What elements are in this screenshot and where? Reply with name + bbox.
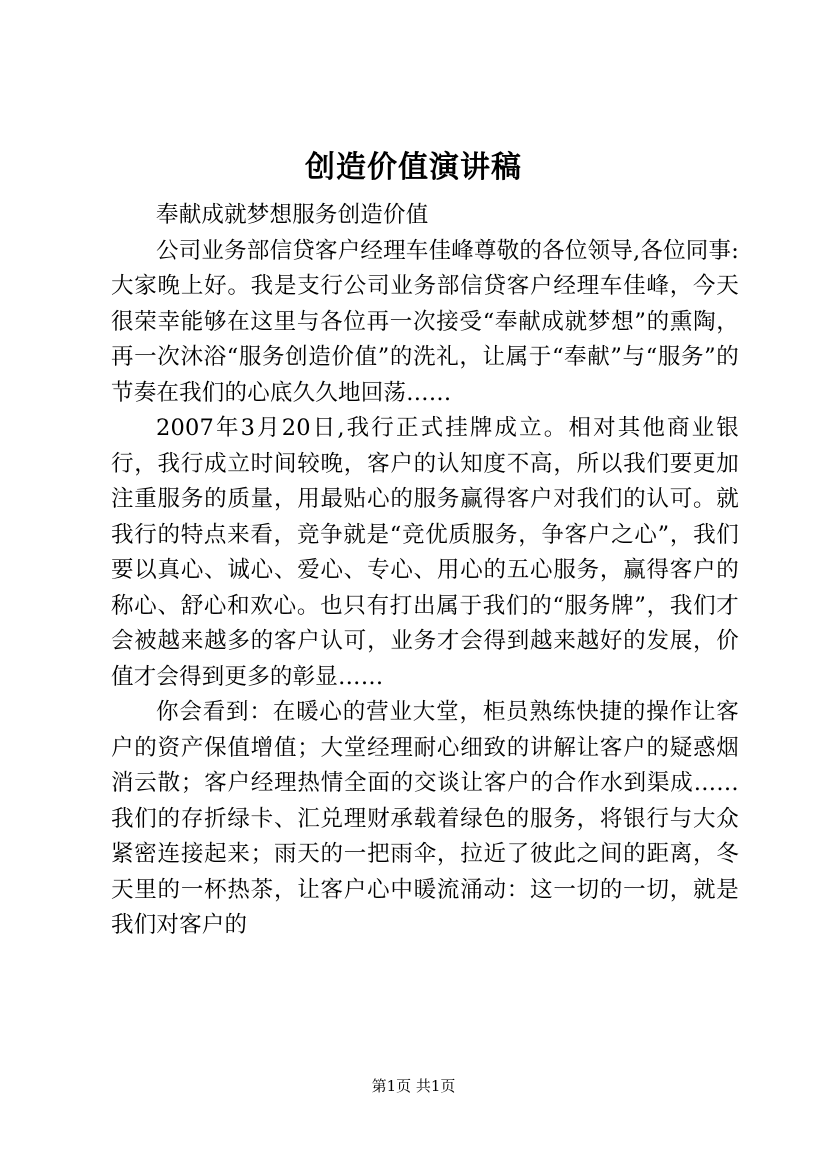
page-footer: 第1页 共1页 [371, 1077, 456, 1095]
paragraph-subtitle: 奉献成就梦想服务创造价值 [156, 202, 429, 228]
document-body [111, 198, 739, 944]
paragraph-greeting: 公司业务部信贷客户经理车佳峰尊敬的各位领导,各位同事:大家晚上好。我是支行公司业务部信贷客户经理车佳峰，今天很荣幸能够在这里与各位再一次接受“奉献成就梦想”的熏陶，再一次沐浴“服务创造价值”的洗礼，让属于“奉献”与“服务”的节奏在我们的心底久久地回荡…… [111, 237, 739, 406]
paragraph-service: 你会看到：在暖心的营业大堂，柜员熟练快捷的操作让客户的资产保值增值；大堂经理耐心细致的讲解让客户的疑惑烟消云散；客户经理热情全面的交谈让客户的合作水到渠成……我们的存折绿卡、汇兑理财承载着绿色的服务，将银行与大众紧密连接起来；雨天的一把雨伞，拉近了彼此之间的距离，冬天里的一杯热茶，让客户心中暖流涌动：这一切的一切，就是我们对客户的 [111, 699, 739, 938]
document-title: 创造价值演讲稿 [305, 150, 522, 185]
paragraph-history: 2007年3月20日,我行正式挂牌成立。相对其他商业银行，我行成立时间较晚，客户的认知度不高，所以我们要更加注重服务的质量，用最贴心的服务赢得客户对我们的认可。就我行的特点来看，竞争就是“竞优质服务，争客户之心”，我们要以真心、诚心、爱心、专心、用心的五心服务，赢得客户的称心、舒心和欢心。也只有打出属于我们的“服务牌”，我们才会被越来越多的客户认可，业务才会得到越来越好的发展，价值才会得到更多的彰显…… [111, 415, 739, 690]
